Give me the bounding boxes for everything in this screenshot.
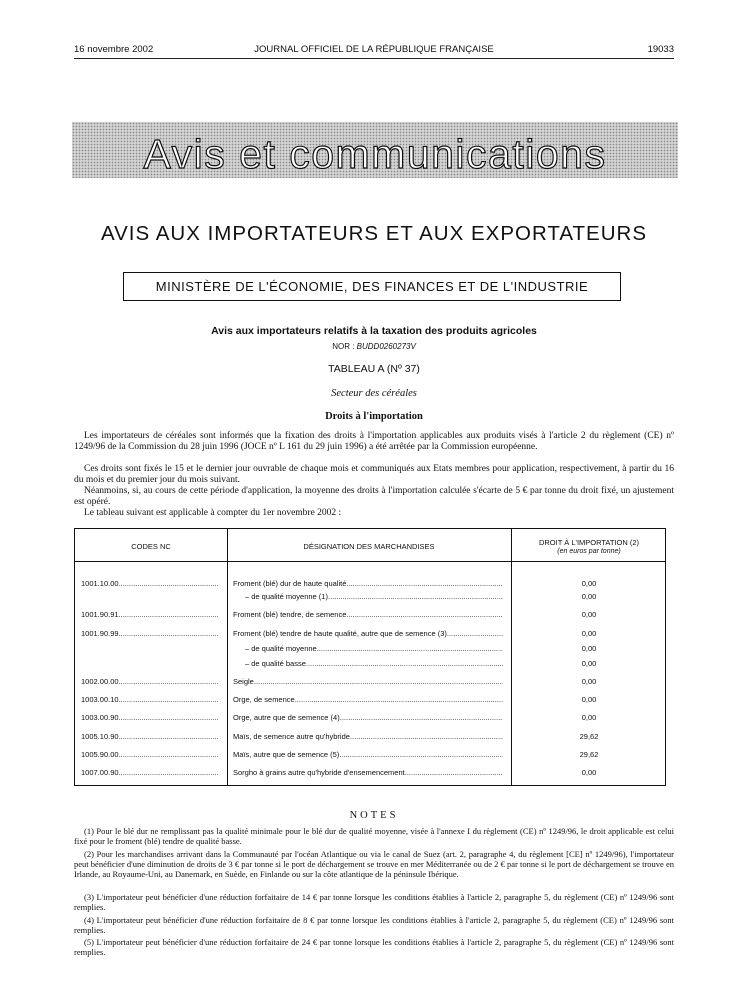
section-heading: AVIS AUX IMPORTATEURS ET AUX EXPORTATEURS bbox=[100, 222, 648, 245]
cell-code bbox=[81, 677, 219, 686]
table-divider bbox=[227, 529, 228, 785]
notes-heading: NOTES bbox=[349, 810, 399, 821]
cell-designation bbox=[233, 768, 503, 777]
code-text: 1005.10.90 bbox=[81, 732, 119, 741]
designation-text: Froment (blé) dur de haute qualité bbox=[233, 579, 347, 588]
cell-duty-value: 0,00 bbox=[581, 610, 597, 619]
cell-designation bbox=[245, 644, 503, 653]
code-text: 1003.00.10 bbox=[81, 695, 119, 704]
code-text: 1001.90.91 bbox=[81, 610, 119, 619]
note-2: (2) Pour les marchandises arrivant dans la Communauté par l'océan Atlantique ou via le canal de Suez (art. 2, paragraphe 4, du règlement [CE] nº 1249/96), l'importateur peut bénéficier d'une diminution de droits de 3 € par tonne si le port de déchargement se trouve en mer Méditerranée ou de 2 € par tonne si le port de déchargement se trouve en Irlande, au Royaume-Uni, au Danemark, en Suède, en Finlande ou sur la côte atlantique de la péninsule Ibérique. bbox=[74, 849, 674, 879]
designation-text: – de qualité moyenne bbox=[245, 644, 317, 653]
table-row bbox=[75, 592, 665, 604]
cell-duty-value: 0,00 bbox=[581, 713, 597, 722]
code-text: 1007.00.90 bbox=[81, 768, 119, 777]
designation-text: Froment (blé) tendre de haute qualité, autre que de semence (3) bbox=[233, 629, 447, 638]
cell-code bbox=[81, 695, 219, 704]
note-3: (3) L'importateur peut bénéficier d'une réduction forfaitaire de 14 € par tonne lorsque les conditions établies à l'article 2, paragraphe 5, du règlement (CE) nº 1249/96 sont remplies. bbox=[74, 892, 674, 912]
cell-duty-value: 29,62 bbox=[579, 750, 599, 759]
cell-code bbox=[81, 713, 219, 722]
code-text: 1003.00.90 bbox=[81, 713, 119, 722]
tableau-title: TABLEAU A (Nº 37) bbox=[328, 363, 420, 375]
cell-designation bbox=[233, 629, 503, 638]
header-codes-nc: CODES NC bbox=[131, 542, 171, 551]
note-4: (4) L'importateur peut bénéficier d'une réduction forfaitaire de 8 € par tonne lorsque les conditions établies à l'article 2, paragraphe 5, du règlement (CE) nº 1249/96 sont remplies. bbox=[74, 915, 674, 935]
page-header bbox=[74, 44, 674, 58]
droits-heading: Droits à l'importation bbox=[325, 411, 423, 422]
cell-duty-value: 0,00 bbox=[581, 677, 597, 686]
cell-code bbox=[81, 610, 219, 619]
cell-designation bbox=[245, 592, 503, 601]
cell-designation bbox=[233, 579, 503, 588]
table-row bbox=[75, 713, 665, 725]
designation-text: – de qualité basse bbox=[245, 659, 306, 668]
designation-text: Sorgho à grains autre qu'hybride d'ensemencement bbox=[233, 768, 405, 777]
header-date: 16 novembre 2002 bbox=[74, 44, 154, 55]
designation-text: Maïs, autre que de semence (5) bbox=[233, 750, 340, 759]
code-text: 1001.10.00 bbox=[81, 579, 119, 588]
header-droit-unit: (en euros par tonne) bbox=[557, 548, 621, 555]
designation-text: Maïs, de semence autre qu'hybride bbox=[233, 732, 350, 741]
code-text: 1001.90.99 bbox=[81, 629, 119, 638]
paragraph-3: Néanmoins, si, au cours de cette période d'application, la moyenne des droits à l'importation calculée s'écarte de 5 € par tonne du droit fixé, un ajustement est opéré. bbox=[74, 486, 674, 507]
table-row bbox=[75, 750, 665, 762]
header-rule bbox=[74, 58, 674, 59]
cell-duty-value: 0,00 bbox=[581, 592, 597, 601]
ministry-title: MINISTÈRE DE L'ÉCONOMIE, DES FINANCES ET DE L'INDUSTRIE bbox=[155, 279, 589, 294]
table-row bbox=[75, 677, 665, 689]
table-row bbox=[75, 659, 665, 671]
banner bbox=[72, 122, 678, 178]
cell-code bbox=[81, 579, 219, 588]
cell-designation bbox=[233, 750, 503, 759]
note-5: (5) L'importateur peut bénéficier d'une réduction forfaitaire de 24 € par tonne lorsque les conditions établies à l'article 2, paragraphe 5, du règlement (CE) nº 1249/96 sont remplies. bbox=[74, 937, 674, 957]
header-designation: DÉSIGNATION DES MARCHANDISES bbox=[303, 542, 435, 551]
cell-designation bbox=[233, 610, 503, 619]
cell-duty-value: 0,00 bbox=[581, 579, 597, 588]
cell-duty-value: 29,62 bbox=[579, 732, 599, 741]
cell-duty-value: 0,00 bbox=[581, 768, 597, 777]
cell-duty-value: 0,00 bbox=[581, 659, 597, 668]
code-text: 1002.00.00 bbox=[81, 677, 119, 686]
cell-designation bbox=[245, 659, 503, 668]
designation-text: Orge, autre que de semence (4) bbox=[233, 713, 340, 722]
paragraph-1: Les importateurs de céréales sont informés que la fixation des droits à l'importation applicables aux produits visés à l'article 2 du règlement (CE) nº 1249/96 de la Commission du 28 juin 1996 (JOCE nº L 161 du 29 juin 1996) a été arrêtée par la Commission européenne. bbox=[74, 431, 674, 452]
cell-code bbox=[81, 732, 219, 741]
cell-designation bbox=[233, 695, 503, 704]
cell-code bbox=[81, 750, 219, 759]
cell-designation bbox=[233, 713, 503, 722]
header-journal-title: JOURNAL OFFICIEL DE LA RÉPUBLIQUE FRANÇAISE bbox=[254, 44, 494, 55]
table-row bbox=[75, 644, 665, 656]
table-header-rule bbox=[75, 561, 665, 562]
cell-duty-value: 0,00 bbox=[581, 695, 597, 704]
designation-text: Seigle bbox=[233, 677, 254, 686]
table-row bbox=[75, 579, 665, 591]
table-row bbox=[75, 629, 665, 641]
designation-text: Orge, de semence bbox=[233, 695, 295, 704]
paragraph-2: Ces droits sont fixés le 15 et le dernier jour ouvrable de chaque mois et communiqués aux Etats membres pour application, respectivement, à partir du 16 du mois et du premier jour du mois suivant. bbox=[74, 464, 674, 485]
table-row bbox=[75, 610, 665, 622]
table-row bbox=[75, 695, 665, 707]
table-row bbox=[75, 768, 665, 780]
secteur-label: Secteur des céréales bbox=[331, 388, 417, 399]
header-page-number: 19033 bbox=[647, 44, 674, 55]
cell-code bbox=[81, 629, 219, 638]
cell-duty-value: 0,00 bbox=[581, 629, 597, 638]
paragraph-4: Le tableau suivant est applicable à compter du 1er novembre 2002 : bbox=[84, 508, 342, 518]
nor-value: BUDD0260273V bbox=[356, 342, 416, 351]
header-droit-label: DROIT À L'IMPORTATION (2) bbox=[538, 538, 640, 547]
note-1: (1) Pour le blé dur ne remplissant pas la qualité minimale pour le blé dur de qualité moyenne, visée à l'annexe I du règlement (CE) nº 1249/96, le droit applicable est celui fixé pour le froment (blé) tendre de qualité basse. bbox=[74, 826, 674, 846]
code-text: 1005.90.00 bbox=[81, 750, 119, 759]
designation-text: Froment (blé) tendre, de semence bbox=[233, 610, 347, 619]
table-divider bbox=[511, 529, 512, 785]
ministry-box bbox=[123, 272, 621, 301]
designation-text: – de qualité moyenne (1) bbox=[245, 592, 328, 601]
duties-table bbox=[74, 528, 666, 786]
header-droit bbox=[511, 538, 667, 556]
banner-title: Avis et communications bbox=[143, 131, 607, 177]
cell-designation bbox=[233, 732, 503, 741]
nor-label: NOR : bbox=[332, 342, 355, 351]
cell-duty-value: 0,00 bbox=[581, 644, 597, 653]
notice-title: Avis aux importateurs relatifs à la taxation des produits agricoles bbox=[211, 325, 537, 337]
table-row bbox=[75, 732, 665, 744]
cell-code bbox=[81, 768, 219, 777]
nor-reference bbox=[74, 342, 674, 351]
cell-designation bbox=[233, 677, 503, 686]
